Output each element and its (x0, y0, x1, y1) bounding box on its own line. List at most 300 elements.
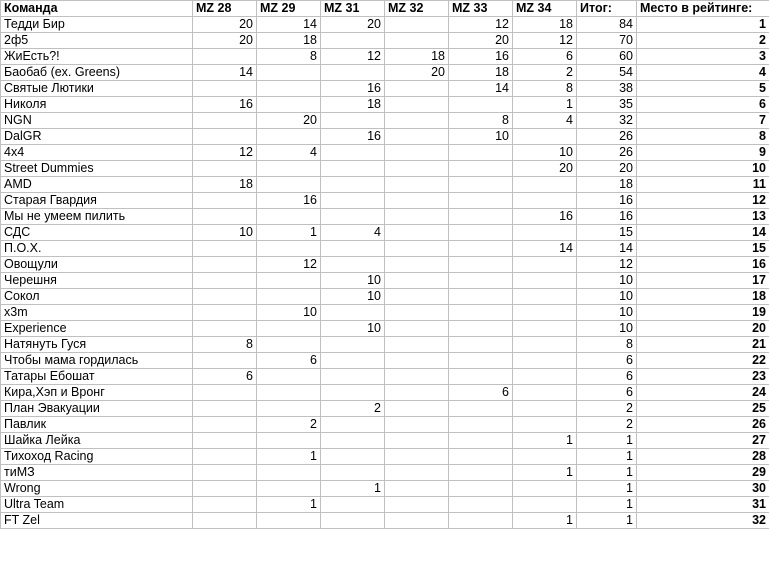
mz32-cell (385, 97, 449, 113)
mz33-cell (449, 465, 513, 481)
mz31-cell (321, 305, 385, 321)
table-row (1, 33, 769, 49)
mz33-cell (449, 97, 513, 113)
mz32-cell (385, 433, 449, 449)
mz34-cell: 8 (513, 81, 577, 97)
mz28-cell (193, 193, 257, 209)
team-name-cell: Тедди Бир (1, 17, 193, 33)
table-row (1, 177, 769, 193)
team-name-cell: Натянуть Гуся (1, 337, 193, 353)
total-cell: 2 (577, 417, 637, 433)
total-cell: 1 (577, 433, 637, 449)
mz33-cell (449, 145, 513, 161)
team-name-cell: Старая Гвардия (1, 193, 193, 209)
mz34-cell (513, 449, 577, 465)
mz33-cell (449, 417, 513, 433)
mz29-cell (257, 337, 321, 353)
mz33-cell (449, 481, 513, 497)
mz33-cell (449, 321, 513, 337)
rank-cell: 5 (637, 81, 769, 97)
rank-cell: 8 (637, 129, 769, 145)
rank-cell: 17 (637, 273, 769, 289)
header-total: Итог: (577, 1, 637, 17)
mz34-cell (513, 177, 577, 193)
mz34-cell: 1 (513, 433, 577, 449)
mz32-cell (385, 241, 449, 257)
team-name-cell: Wrong (1, 481, 193, 497)
total-cell: 35 (577, 97, 637, 113)
table-row (1, 417, 769, 433)
mz33-cell (449, 257, 513, 273)
mz32-cell (385, 257, 449, 273)
mz33-cell: 10 (449, 129, 513, 145)
rank-cell: 2 (637, 33, 769, 49)
mz32-cell (385, 305, 449, 321)
mz28-cell (193, 305, 257, 321)
mz31-cell (321, 417, 385, 433)
mz28-cell (193, 241, 257, 257)
mz29-cell (257, 273, 321, 289)
mz33-cell (449, 177, 513, 193)
mz34-cell (513, 481, 577, 497)
team-name-cell: 4x4 (1, 145, 193, 161)
total-cell: 1 (577, 481, 637, 497)
mz34-cell (513, 369, 577, 385)
header-mz29: MZ 29 (257, 1, 321, 17)
mz29-cell (257, 81, 321, 97)
mz28-cell (193, 465, 257, 481)
rank-cell: 26 (637, 417, 769, 433)
mz29-cell: 16 (257, 193, 321, 209)
team-name-cell: Баобаб (ex. Greens) (1, 65, 193, 81)
mz29-cell: 6 (257, 353, 321, 369)
mz34-cell: 16 (513, 209, 577, 225)
mz31-cell: 10 (321, 273, 385, 289)
mz32-cell (385, 321, 449, 337)
table-row (1, 321, 769, 337)
mz34-cell (513, 305, 577, 321)
mz34-cell (513, 401, 577, 417)
mz34-cell (513, 129, 577, 145)
total-cell: 1 (577, 465, 637, 481)
team-name-cell: Street Dummies (1, 161, 193, 177)
mz34-cell: 20 (513, 161, 577, 177)
mz31-cell: 18 (321, 97, 385, 113)
mz33-cell: 6 (449, 385, 513, 401)
mz28-cell (193, 497, 257, 513)
mz31-cell (321, 257, 385, 273)
rank-cell: 21 (637, 337, 769, 353)
mz34-cell: 4 (513, 113, 577, 129)
team-name-cell: Тихоход Racing (1, 449, 193, 465)
mz28-cell (193, 257, 257, 273)
mz33-cell (449, 225, 513, 241)
mz29-cell: 4 (257, 145, 321, 161)
mz34-cell: 18 (513, 17, 577, 33)
mz32-cell (385, 481, 449, 497)
table-row (1, 497, 769, 513)
rank-cell: 3 (637, 49, 769, 65)
mz29-cell: 1 (257, 225, 321, 241)
mz31-cell (321, 513, 385, 529)
mz33-cell (449, 401, 513, 417)
header-mz28: MZ 28 (193, 1, 257, 17)
mz28-cell (193, 273, 257, 289)
mz28-cell (193, 49, 257, 65)
team-name-cell: NGN (1, 113, 193, 129)
rank-cell: 11 (637, 177, 769, 193)
mz32-cell (385, 273, 449, 289)
mz28-cell (193, 321, 257, 337)
table-row (1, 449, 769, 465)
mz31-cell (321, 145, 385, 161)
mz32-cell (385, 17, 449, 33)
mz29-cell (257, 289, 321, 305)
mz29-cell (257, 65, 321, 81)
team-name-cell: План Эвакуации (1, 401, 193, 417)
mz32-cell (385, 129, 449, 145)
mz33-cell: 8 (449, 113, 513, 129)
mz34-cell: 10 (513, 145, 577, 161)
mz28-cell (193, 113, 257, 129)
mz28-cell (193, 353, 257, 369)
table-row (1, 97, 769, 113)
mz28-cell: 20 (193, 33, 257, 49)
mz31-cell: 10 (321, 289, 385, 305)
mz31-cell: 4 (321, 225, 385, 241)
table-row (1, 433, 769, 449)
team-name-cell: Николя (1, 97, 193, 113)
mz33-cell (449, 273, 513, 289)
mz34-cell (513, 289, 577, 305)
total-cell: 70 (577, 33, 637, 49)
mz32-cell: 20 (385, 65, 449, 81)
mz29-cell: 14 (257, 17, 321, 33)
mz28-cell (193, 81, 257, 97)
mz33-cell (449, 369, 513, 385)
mz32-cell (385, 33, 449, 49)
mz29-cell (257, 433, 321, 449)
mz34-cell: 1 (513, 513, 577, 529)
team-name-cell: Experience (1, 321, 193, 337)
mz31-cell: 20 (321, 17, 385, 33)
mz29-cell (257, 321, 321, 337)
mz29-cell (257, 161, 321, 177)
mz29-cell (257, 177, 321, 193)
table-row (1, 337, 769, 353)
total-cell: 12 (577, 257, 637, 273)
team-name-cell: 2ф5 (1, 33, 193, 49)
mz33-cell (449, 289, 513, 305)
mz32-cell (385, 353, 449, 369)
mz34-cell: 1 (513, 465, 577, 481)
mz34-cell (513, 193, 577, 209)
mz32-cell (385, 161, 449, 177)
rank-cell: 25 (637, 401, 769, 417)
table-row (1, 193, 769, 209)
table-row (1, 17, 769, 33)
mz29-cell: 2 (257, 417, 321, 433)
mz32-cell (385, 369, 449, 385)
header-mz33: MZ 33 (449, 1, 513, 17)
mz29-cell (257, 369, 321, 385)
team-name-cell: Кира,Хэп и Вронг (1, 385, 193, 401)
mz31-cell (321, 241, 385, 257)
header-mz32: MZ 32 (385, 1, 449, 17)
team-name-cell: Шайка Лейка (1, 433, 193, 449)
mz31-cell: 12 (321, 49, 385, 65)
table-row (1, 513, 769, 529)
rank-cell: 13 (637, 209, 769, 225)
mz31-cell (321, 177, 385, 193)
mz34-cell (513, 353, 577, 369)
total-cell: 26 (577, 145, 637, 161)
mz32-cell (385, 289, 449, 305)
rank-cell: 9 (637, 145, 769, 161)
total-cell: 10 (577, 321, 637, 337)
mz31-cell (321, 449, 385, 465)
mz33-cell: 16 (449, 49, 513, 65)
mz29-cell (257, 97, 321, 113)
table-row (1, 209, 769, 225)
mz32-cell (385, 209, 449, 225)
mz28-cell (193, 433, 257, 449)
mz31-cell (321, 369, 385, 385)
header-mz31: MZ 31 (321, 1, 385, 17)
rank-cell: 1 (637, 17, 769, 33)
total-cell: 10 (577, 289, 637, 305)
total-cell: 1 (577, 497, 637, 513)
team-name-cell: x3m (1, 305, 193, 321)
mz33-cell: 12 (449, 17, 513, 33)
mz34-cell (513, 321, 577, 337)
table-row (1, 241, 769, 257)
mz33-cell (449, 337, 513, 353)
mz33-cell: 18 (449, 65, 513, 81)
table-body (1, 17, 769, 529)
rank-cell: 31 (637, 497, 769, 513)
mz32-cell (385, 401, 449, 417)
mz32-cell (385, 113, 449, 129)
table-row (1, 401, 769, 417)
team-name-cell: Сокол (1, 289, 193, 305)
total-cell: 26 (577, 129, 637, 145)
team-name-cell: тиМЗ (1, 465, 193, 481)
mz31-cell (321, 209, 385, 225)
team-name-cell: П.О.Х. (1, 241, 193, 257)
rank-cell: 7 (637, 113, 769, 129)
mz31-cell (321, 433, 385, 449)
table-row (1, 369, 769, 385)
mz28-cell: 18 (193, 177, 257, 193)
mz32-cell: 18 (385, 49, 449, 65)
rank-cell: 20 (637, 321, 769, 337)
mz31-cell (321, 465, 385, 481)
header-mz34: MZ 34 (513, 1, 577, 17)
rank-cell: 15 (637, 241, 769, 257)
total-cell: 32 (577, 113, 637, 129)
header-row (1, 1, 769, 17)
team-name-cell: Павлик (1, 417, 193, 433)
rank-cell: 27 (637, 433, 769, 449)
mz28-cell (193, 449, 257, 465)
mz29-cell: 20 (257, 113, 321, 129)
total-cell: 2 (577, 401, 637, 417)
rank-cell: 10 (637, 161, 769, 177)
rank-cell: 12 (637, 193, 769, 209)
mz32-cell (385, 385, 449, 401)
total-cell: 6 (577, 369, 637, 385)
table-row (1, 385, 769, 401)
rank-cell: 18 (637, 289, 769, 305)
mz28-cell: 20 (193, 17, 257, 33)
mz28-cell (193, 209, 257, 225)
team-name-cell: Черешня (1, 273, 193, 289)
rank-cell: 14 (637, 225, 769, 241)
mz28-cell: 14 (193, 65, 257, 81)
mz29-cell (257, 241, 321, 257)
table-row (1, 257, 769, 273)
mz31-cell: 16 (321, 129, 385, 145)
mz28-cell: 6 (193, 369, 257, 385)
mz28-cell (193, 481, 257, 497)
total-cell: 6 (577, 385, 637, 401)
rank-cell: 32 (637, 513, 769, 529)
mz29-cell: 10 (257, 305, 321, 321)
mz33-cell (449, 513, 513, 529)
mz33-cell (449, 449, 513, 465)
total-cell: 38 (577, 81, 637, 97)
mz28-cell (193, 401, 257, 417)
mz29-cell: 18 (257, 33, 321, 49)
mz28-cell (193, 513, 257, 529)
table-row (1, 289, 769, 305)
mz29-cell (257, 465, 321, 481)
mz33-cell (449, 209, 513, 225)
mz31-cell (321, 353, 385, 369)
mz33-cell (449, 193, 513, 209)
mz28-cell (193, 417, 257, 433)
mz32-cell (385, 145, 449, 161)
mz29-cell: 8 (257, 49, 321, 65)
rank-cell: 6 (637, 97, 769, 113)
mz32-cell (385, 337, 449, 353)
total-cell: 20 (577, 161, 637, 177)
total-cell: 15 (577, 225, 637, 241)
mz33-cell (449, 497, 513, 513)
table-row (1, 49, 769, 65)
mz31-cell (321, 337, 385, 353)
rank-cell: 16 (637, 257, 769, 273)
mz28-cell (193, 385, 257, 401)
mz31-cell (321, 65, 385, 81)
mz28-cell (193, 129, 257, 145)
mz33-cell (449, 433, 513, 449)
mz34-cell (513, 337, 577, 353)
mz31-cell (321, 113, 385, 129)
mz34-cell (513, 273, 577, 289)
total-cell: 18 (577, 177, 637, 193)
table-row (1, 353, 769, 369)
mz28-cell: 12 (193, 145, 257, 161)
table-row (1, 113, 769, 129)
rank-cell: 28 (637, 449, 769, 465)
mz34-cell: 6 (513, 49, 577, 65)
header-rank: Место в рейтинге: (637, 1, 769, 17)
mz34-cell (513, 225, 577, 241)
mz34-cell (513, 385, 577, 401)
mz33-cell (449, 353, 513, 369)
mz34-cell (513, 497, 577, 513)
mz31-cell: 1 (321, 481, 385, 497)
mz32-cell (385, 465, 449, 481)
mz29-cell (257, 401, 321, 417)
mz33-cell (449, 161, 513, 177)
mz31-cell (321, 385, 385, 401)
team-name-cell: Мы не умеем пилить (1, 209, 193, 225)
team-name-cell: AMD (1, 177, 193, 193)
mz32-cell (385, 177, 449, 193)
rank-cell: 4 (637, 65, 769, 81)
mz29-cell (257, 513, 321, 529)
table-row (1, 465, 769, 481)
total-cell: 84 (577, 17, 637, 33)
mz34-cell: 1 (513, 97, 577, 113)
mz29-cell (257, 385, 321, 401)
mz32-cell (385, 417, 449, 433)
mz28-cell: 10 (193, 225, 257, 241)
total-cell: 10 (577, 273, 637, 289)
mz28-cell (193, 161, 257, 177)
mz29-cell: 12 (257, 257, 321, 273)
team-name-cell: FT Zel (1, 513, 193, 529)
total-cell: 16 (577, 209, 637, 225)
total-cell: 6 (577, 353, 637, 369)
total-cell: 60 (577, 49, 637, 65)
mz28-cell: 16 (193, 97, 257, 113)
team-name-cell: Овощули (1, 257, 193, 273)
mz33-cell (449, 305, 513, 321)
team-name-cell: Чтобы мама гордилась (1, 353, 193, 369)
rank-cell: 19 (637, 305, 769, 321)
mz34-cell (513, 257, 577, 273)
mz29-cell (257, 209, 321, 225)
mz34-cell: 12 (513, 33, 577, 49)
mz28-cell (193, 289, 257, 305)
team-name-cell: Татары Ебошат (1, 369, 193, 385)
table-row (1, 161, 769, 177)
total-cell: 10 (577, 305, 637, 321)
mz28-cell: 8 (193, 337, 257, 353)
mz33-cell: 14 (449, 81, 513, 97)
mz33-cell (449, 241, 513, 257)
mz34-cell: 2 (513, 65, 577, 81)
team-name-cell: СДС (1, 225, 193, 241)
mz34-cell: 14 (513, 241, 577, 257)
total-cell: 8 (577, 337, 637, 353)
mz29-cell: 1 (257, 497, 321, 513)
table-row (1, 145, 769, 161)
mz32-cell (385, 497, 449, 513)
mz32-cell (385, 81, 449, 97)
mz32-cell (385, 193, 449, 209)
mz31-cell (321, 193, 385, 209)
rank-cell: 29 (637, 465, 769, 481)
mz29-cell (257, 481, 321, 497)
team-name-cell: Святые Лютики (1, 81, 193, 97)
mz32-cell (385, 225, 449, 241)
rank-cell: 30 (637, 481, 769, 497)
